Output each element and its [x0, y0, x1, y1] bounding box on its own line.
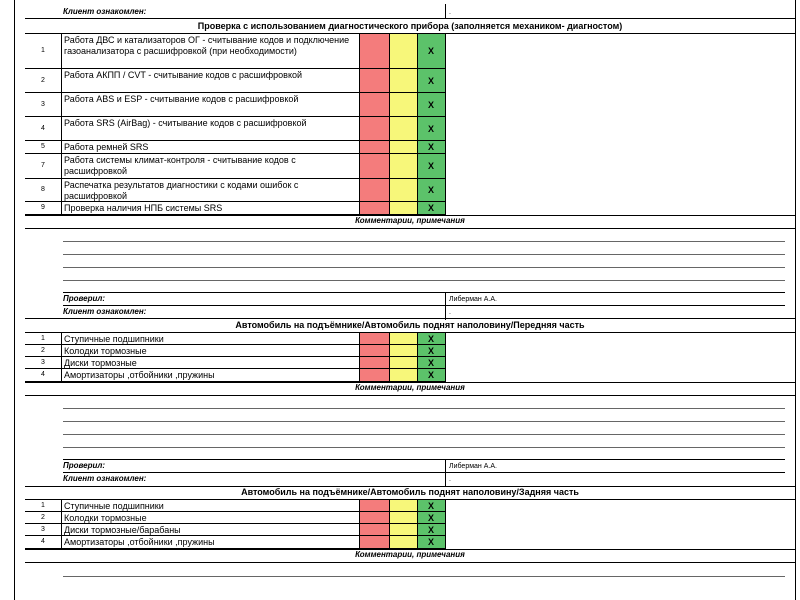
divider — [63, 459, 785, 460]
item-description: Работа ABS и ESP - считывание кодов с расшифровкой — [64, 94, 299, 104]
divider — [445, 459, 446, 487]
section1-checked-value: Либерман А.А. — [449, 296, 497, 303]
table-row — [25, 141, 795, 154]
section3-title: Автомобиль на подъёмнике/Автомобиль поднят наполовину/Задняя часть — [241, 487, 579, 497]
divider — [25, 318, 795, 319]
check-mark: X — [427, 161, 434, 171]
item-description: Распечатка результатов диагностики с кодами ошибок с расшифровкой — [64, 180, 299, 201]
table-row — [25, 500, 795, 512]
divider — [63, 305, 785, 306]
status-yellow-cell[interactable] — [390, 69, 418, 93]
item-description: Работа SRS (AirBag) - считывание кодов с расшифровкой — [64, 118, 307, 128]
table-row — [25, 154, 795, 179]
table-row — [25, 357, 795, 369]
row-number: 7 — [41, 162, 45, 169]
status-red-cell[interactable] — [360, 117, 390, 141]
status-yellow-cell[interactable] — [390, 154, 418, 179]
section1-client-label: Клиент ознакомлен: — [63, 307, 147, 316]
divider — [25, 548, 445, 549]
status-yellow-cell[interactable] — [390, 117, 418, 141]
status-red-cell[interactable] — [360, 69, 390, 93]
row-number: 8 — [41, 186, 45, 193]
divider — [61, 69, 62, 93]
comment-line[interactable] — [63, 280, 785, 281]
table-row — [25, 345, 795, 357]
section1-comments-label: Комментарии, примечания — [355, 216, 465, 225]
check-mark: X — [427, 99, 434, 110]
divider — [25, 18, 795, 19]
table-row — [25, 69, 795, 93]
check-mark: X — [427, 333, 434, 344]
row-number: 9 — [41, 204, 45, 211]
status-green-cell[interactable] — [418, 117, 446, 141]
status-red-cell[interactable] — [360, 179, 390, 202]
table-row — [25, 202, 795, 215]
row-number: 3 — [41, 100, 45, 108]
item-description: Амортизаторы ,отбойники ,пружины — [64, 370, 215, 380]
status-green-cell[interactable] — [418, 34, 446, 69]
check-mark: X — [427, 524, 434, 535]
comment-line[interactable] — [63, 254, 785, 255]
table-row — [25, 117, 795, 141]
table-row — [25, 34, 795, 69]
divider — [63, 472, 785, 473]
divider — [25, 214, 445, 215]
divider — [25, 381, 445, 382]
status-green-cell[interactable] — [418, 93, 446, 117]
row-number: 2 — [41, 513, 45, 521]
divider — [63, 292, 785, 293]
section1-title: Проверка с использованием диагностического прибора (заполняется механиком- диагностом) — [197, 21, 623, 31]
row-number: 2 — [41, 76, 45, 84]
comment-line[interactable] — [63, 267, 785, 268]
check-mark: X — [427, 185, 434, 195]
status-green-cell[interactable] — [418, 179, 446, 202]
table-row — [25, 333, 795, 345]
table-row — [25, 536, 795, 549]
client-value: . — [449, 9, 451, 16]
divider — [445, 292, 446, 320]
table-row — [25, 93, 795, 117]
item-description: Амортизаторы ,отбойники ,пружины — [64, 537, 215, 547]
item-description: Диски тормозные/барабаны — [64, 525, 181, 535]
divider — [445, 4, 446, 18]
client-label: Клиент ознакомлен: — [63, 7, 147, 16]
item-description: Работа ремней SRS — [64, 142, 149, 152]
comment-line[interactable] — [63, 241, 785, 242]
check-mark: X — [427, 46, 434, 56]
status-green-cell[interactable] — [418, 69, 446, 93]
check-mark: X — [427, 345, 434, 356]
check-mark: X — [427, 142, 434, 152]
item-description: Диски тормозные — [64, 358, 137, 368]
divider — [61, 179, 62, 202]
status-yellow-cell[interactable] — [390, 179, 418, 202]
item-description: Колодки тормозные — [64, 513, 147, 523]
comment-line[interactable] — [63, 576, 785, 577]
divider — [25, 228, 795, 229]
divider — [25, 395, 795, 396]
item-description: Работа системы климат-контроля - считывание кодов с расшифровкой — [64, 155, 296, 176]
divider — [25, 562, 795, 563]
check-mark: X — [427, 537, 434, 547]
table-row — [25, 512, 795, 524]
section2-checked-value: Либерман А.А. — [449, 463, 497, 470]
row-number: 3 — [41, 358, 45, 366]
check-mark: X — [427, 512, 434, 523]
divider — [61, 117, 62, 141]
status-red-cell[interactable] — [360, 154, 390, 179]
status-red-cell[interactable] — [360, 93, 390, 117]
status-yellow-cell[interactable] — [390, 93, 418, 117]
comment-line[interactable] — [63, 408, 785, 409]
status-yellow-cell[interactable] — [390, 34, 418, 69]
comment-line[interactable] — [63, 434, 785, 435]
row-number: 1 — [41, 501, 45, 509]
row-number: 4 — [41, 371, 45, 378]
item-description: Ступичные подшипники — [64, 334, 164, 344]
inspection-sheet — [14, 0, 796, 600]
check-mark: X — [427, 357, 434, 368]
section1-client-value: . — [449, 309, 451, 316]
row-number: 3 — [41, 525, 45, 533]
status-red-cell[interactable] — [360, 34, 390, 69]
section3-comments-label: Комментарии, примечания — [355, 550, 465, 559]
divider — [61, 93, 62, 117]
section2-client-value: . — [449, 476, 451, 483]
row-number: 1 — [41, 334, 45, 342]
row-number: 4 — [41, 124, 45, 132]
item-description: Проверка наличия НПБ системы SRS — [64, 203, 223, 213]
section1-checked-label: Проверил: — [63, 294, 106, 303]
item-description: Ступичные подшипники — [64, 501, 164, 511]
section2-checked-label: Проверил: — [63, 461, 106, 470]
check-mark: X — [427, 75, 434, 86]
comment-line[interactable] — [63, 447, 785, 448]
check-mark: X — [427, 203, 434, 213]
row-number: 4 — [41, 538, 45, 545]
section2-title: Автомобиль на подъёмнике/Автомобиль поднят наполовину/Передняя часть — [235, 320, 585, 330]
item-description: Работа ДВС и катализаторов ОГ - считывание кодов и подключение газоанализатора с расшифровкой (при необходимости) — [64, 35, 350, 56]
row-number: 1 — [41, 47, 45, 54]
divider — [61, 154, 62, 179]
section2-client-label: Клиент ознакомлен: — [63, 474, 147, 483]
check-mark: X — [427, 500, 434, 511]
divider — [61, 34, 62, 69]
comment-line[interactable] — [63, 421, 785, 422]
table-row — [25, 369, 795, 382]
item-description: Работа АКПП / CVT - считывание кодов с расшифровкой — [64, 70, 303, 80]
row-number: 2 — [41, 346, 45, 354]
check-mark: X — [427, 123, 434, 134]
row-number: 5 — [41, 143, 45, 150]
table-row — [25, 524, 795, 536]
check-mark: X — [427, 370, 434, 380]
table-row — [25, 179, 795, 202]
status-green-cell[interactable] — [418, 154, 446, 179]
section2-comments-label: Комментарии, примечания — [355, 383, 465, 392]
item-description: Колодки тормозные — [64, 346, 147, 356]
